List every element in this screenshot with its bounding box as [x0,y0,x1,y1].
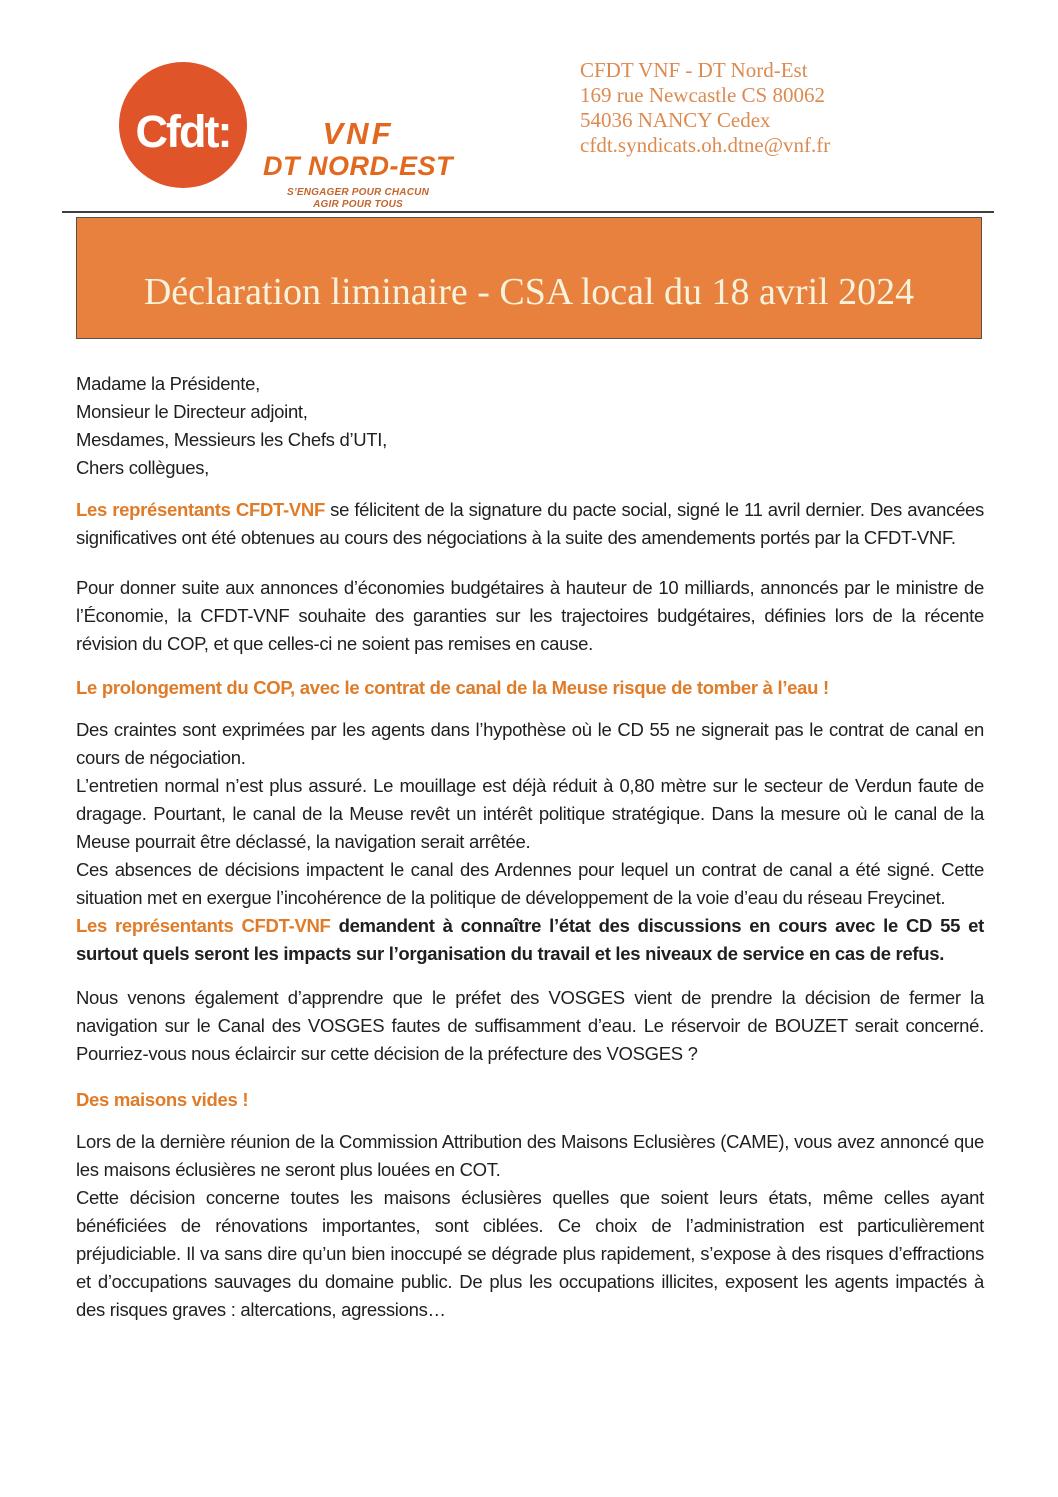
page-title: Déclaration liminaire - CSA local du 18 avril 2024 [143,271,915,313]
paragraph-entretien: L’entretien normal n’est plus assuré. Le mouillage est déjà réduit à 0,80 mètre sur le secteur de Verdun faute de dragage. Pourtant, le canal de la Meuse revêt un intérêt politique stratégique. Dans la mesure où le canal de la Meuse pourrait être déclassé, la navigation serait arrêtée. [76,775,984,852]
vnf-logo-tagline [252,187,464,211]
paragraph-budget: Pour donner suite aux annonces d’économies budgétaires à hauteur de 10 milliards, annoncés par le ministre de l’Économie, la CFDT-VNF souhaite des garanties sur les trajectoires budgétaires, définies lors de la récente révision du COP, et que celles-ci ne soient pas remises en cause. [76,577,984,654]
greeting-line: Madame la Présidente, [76,373,260,394]
header-divider [62,211,994,213]
paragraph-ardennes: Ces absences de décisions impactent le canal des Ardennes pour lequel un contrat de canal a été signé. Cette situation met en exergue l’incohérence de la politique de développement de la voie d’eau du réseau Freycinet. [76,859,984,908]
section-maisons-block [76,1128,984,1324]
contact-email: cfdt.syndicats.oh.dtne@vnf.fr [580,133,831,157]
vnf-logo-dt-nord-est: DT NORD-EST [263,151,453,181]
greeting-line: Mesdames, Messieurs les Chefs d’UTI, [76,429,387,450]
vnf-tagline-line2: AGIR POUR TOUS [313,199,403,210]
paragraph-came: Lors de la dernière réunion de la Commission Attribution des Maisons Eclusières (CAME), vous avez annoncé que les maisons éclusières ne seront plus louées en COT. [76,1131,984,1180]
cfdt-logo [119,62,247,188]
letter-body [76,370,984,1324]
paragraph-craintes: Des craintes sont exprimées par les agents dans l’hypothèse où le CD 55 ne signerait pas le contrat de canal en cours de négociation. [76,719,984,768]
paragraph-maisons-eclusieres: Cette décision concerne toutes les maisons éclusières quelles que soient leurs états, même celles ayant bénéficiées de rénovations importantes, sont ciblées. Ce choix de l’administration est particulièrement préjudiciable. Il va sans dire qu’un bien inoccupé se dégrade plus rapidement, s’expose à des risques d’effractions et d’occupations sauvages du domaine public. De plus les occupations illicites, exposent les agents impactés à des risques graves : altercations, agressions… [76,1187,984,1320]
contact-block [580,58,830,158]
cfdt-vnf-lead: Les représentants CFDT-VNF [76,499,325,520]
section-meuse-block [76,716,984,968]
greeting-block [76,370,984,482]
vnf-logo-name: VNF [322,116,394,151]
greeting-line: Monsieur le Directeur adjoint, [76,401,308,422]
vnf-tagline-line1: S’ENGAGER POUR CHACUN [287,187,429,198]
paragraph-vosges: Nous venons également d’apprendre que le préfet des VOSGES vient de prendre la décision de fermer la navigation sur le Canal des VOSGES fautes de suffisamment d’eau. Le réservoir de BOUZET serait concerné. Pourriez-vous nous éclaircir sur cette décision de la préfecture des VOSGES ? [76,987,984,1064]
cfdt-logo-text: Cfdt: [135,106,231,157]
paragraph-pacte-social [76,496,984,552]
contact-city-line: 54036 NANCY Cedex [580,108,771,132]
section-heading-maisons: Des maisons vides ! [76,1089,249,1110]
paragraph-text-bold: demandent à connaître l’état des discussions en cours avec le CD 55 et surtout quels seront les impacts sur l’organisation du travail et les niveaux de service en cas de refus. [76,915,984,964]
contact-org-line: CFDT VNF - DT Nord-Est [580,58,808,82]
title-banner [76,217,982,339]
greeting-line: Chers collègues, [76,457,209,478]
cfdt-vnf-lead: Les représentants CFDT-VNF [76,915,331,936]
vnf-logo [252,118,464,211]
paragraph-demande-cd55 [76,912,984,968]
contact-street-line: 169 rue Newcastle CS 80062 [580,83,825,107]
paragraph-text: se félicitent de la signature du pacte social, signé le 11 avril dernier. Des avancées significatives ont été obtenues au cours des négociations à la suite des amendements portés par la CFDT-VNF. [76,499,984,548]
section-heading-cop: Le prolongement du COP, avec le contrat de canal de la Meuse risque de tomber à l’eau ! [76,677,829,698]
